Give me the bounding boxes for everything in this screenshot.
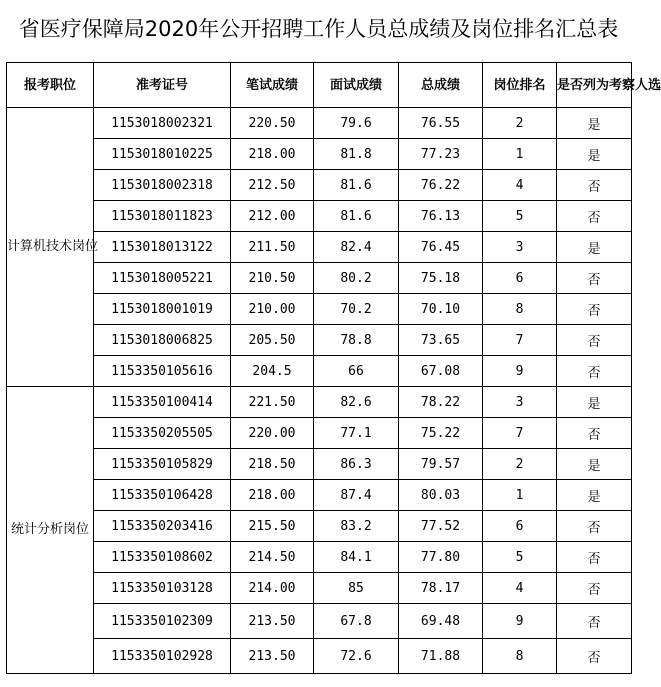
- written-score-cell: 214.50: [231, 542, 314, 573]
- header-total: 总成绩: [399, 63, 483, 108]
- rank-cell: 8: [483, 294, 557, 325]
- ticket-cell: 1153350105829: [94, 449, 231, 480]
- total-score-cell: 71.88: [399, 639, 483, 674]
- interview-score-cell: 81.8: [314, 139, 399, 170]
- written-score-cell: 213.50: [231, 604, 314, 639]
- rank-cell: 7: [483, 325, 557, 356]
- interview-score-cell: 83.2: [314, 511, 399, 542]
- table-row: [7, 356, 632, 387]
- rank-cell: 1: [483, 480, 557, 511]
- selected-cell: 否: [557, 418, 632, 449]
- ticket-cell: 1153018001019: [94, 294, 231, 325]
- interview-score-cell: 81.6: [314, 201, 399, 232]
- table-row: [7, 542, 632, 573]
- interview-score-cell: 82.6: [314, 387, 399, 418]
- ticket-cell: 1153350203416: [94, 511, 231, 542]
- written-score-cell: 218.00: [231, 139, 314, 170]
- table-row: [7, 325, 632, 356]
- selected-cell: 否: [557, 542, 632, 573]
- table-row: [7, 201, 632, 232]
- interview-score-cell: 66: [314, 356, 399, 387]
- total-score-cell: 80.03: [399, 480, 483, 511]
- written-score-cell: 215.50: [231, 511, 314, 542]
- interview-score-cell: 81.6: [314, 170, 399, 201]
- written-score-cell: 204.5: [231, 356, 314, 387]
- table-row: [7, 511, 632, 542]
- ticket-cell: 1153350106428: [94, 480, 231, 511]
- total-score-cell: 76.22: [399, 170, 483, 201]
- selected-cell: 否: [557, 511, 632, 542]
- selected-cell: 否: [557, 170, 632, 201]
- selected-cell: 否: [557, 201, 632, 232]
- ticket-cell: 1153018010225: [94, 139, 231, 170]
- ticket-cell: 1153018011823: [94, 201, 231, 232]
- position-cell: 统计分析岗位: [7, 387, 94, 674]
- document-title: 省医疗保障局2020年公开招聘工作人员总成绩及岗位排名汇总表: [18, 17, 619, 41]
- written-score-cell: 210.50: [231, 263, 314, 294]
- ticket-cell: 1153350102309: [94, 604, 231, 639]
- ticket-cell: 1153350103128: [94, 573, 231, 604]
- table-row: [7, 263, 632, 294]
- header-rank: 岗位排名: [483, 63, 557, 108]
- header-selected: 是否列为考察人选: [557, 63, 632, 108]
- rank-cell: 5: [483, 542, 557, 573]
- total-score-cell: 75.18: [399, 263, 483, 294]
- total-score-cell: 67.08: [399, 356, 483, 387]
- rank-cell: 1: [483, 139, 557, 170]
- total-score-cell: 78.17: [399, 573, 483, 604]
- table-row: [7, 170, 632, 201]
- ticket-cell: 1153018006825: [94, 325, 231, 356]
- selected-cell: 否: [557, 573, 632, 604]
- table-row: [7, 604, 632, 639]
- written-score-cell: 214.00: [231, 573, 314, 604]
- ticket-cell: 1153350100414: [94, 387, 231, 418]
- selected-cell: 是: [557, 449, 632, 480]
- written-score-cell: 218.50: [231, 449, 314, 480]
- written-score-cell: 212.00: [231, 201, 314, 232]
- rank-cell: 2: [483, 449, 557, 480]
- ticket-cell: 1153018002321: [94, 108, 231, 139]
- score-table: [6, 62, 661, 674]
- total-score-cell: 76.13: [399, 201, 483, 232]
- header-position: 报考职位: [7, 63, 94, 108]
- total-score-cell: 78.22: [399, 387, 483, 418]
- total-score-cell: 77.23: [399, 139, 483, 170]
- rank-cell: 6: [483, 511, 557, 542]
- total-score-cell: 69.48: [399, 604, 483, 639]
- selected-cell: 是: [557, 108, 632, 139]
- written-score-cell: 210.00: [231, 294, 314, 325]
- selected-cell: 是: [557, 232, 632, 263]
- ticket-cell: 1153350105616: [94, 356, 231, 387]
- total-score-cell: 76.55: [399, 108, 483, 139]
- total-score-cell: 77.80: [399, 542, 483, 573]
- interview-score-cell: 72.6: [314, 639, 399, 674]
- rank-cell: 4: [483, 573, 557, 604]
- interview-score-cell: 70.2: [314, 294, 399, 325]
- interview-score-cell: 77.1: [314, 418, 399, 449]
- table-row: [7, 387, 632, 418]
- selected-cell: 否: [557, 604, 632, 639]
- ticket-cell: 1153350205505: [94, 418, 231, 449]
- table-row: [7, 232, 632, 263]
- table-row: [7, 418, 632, 449]
- total-score-cell: 70.10: [399, 294, 483, 325]
- rank-cell: 8: [483, 639, 557, 674]
- table-row: [7, 449, 632, 480]
- rank-cell: 3: [483, 232, 557, 263]
- total-score-cell: 79.57: [399, 449, 483, 480]
- total-score-cell: 73.65: [399, 325, 483, 356]
- interview-score-cell: 87.4: [314, 480, 399, 511]
- interview-score-cell: 86.3: [314, 449, 399, 480]
- selected-cell: 否: [557, 325, 632, 356]
- selected-cell: 否: [557, 639, 632, 674]
- rank-cell: 5: [483, 201, 557, 232]
- table-row: [7, 108, 632, 139]
- rank-cell: 3: [483, 387, 557, 418]
- selected-cell: 是: [557, 387, 632, 418]
- rank-cell: 9: [483, 356, 557, 387]
- interview-score-cell: 67.8: [314, 604, 399, 639]
- table-row: [7, 139, 632, 170]
- interview-score-cell: 79.6: [314, 108, 399, 139]
- ticket-cell: 1153018002318: [94, 170, 231, 201]
- interview-score-cell: 80.2: [314, 263, 399, 294]
- header-interview: 面试成绩: [314, 63, 399, 108]
- header-row: [7, 63, 632, 108]
- header-ticket: 准考证号: [94, 63, 231, 108]
- selected-cell: 是: [557, 139, 632, 170]
- table-row: [7, 573, 632, 604]
- written-score-cell: 220.00: [231, 418, 314, 449]
- table-row: [7, 294, 632, 325]
- interview-score-cell: 82.4: [314, 232, 399, 263]
- total-score-cell: 76.45: [399, 232, 483, 263]
- rank-cell: 2: [483, 108, 557, 139]
- interview-score-cell: 84.1: [314, 542, 399, 573]
- ticket-cell: 1153350108602: [94, 542, 231, 573]
- table-body: [7, 108, 632, 674]
- selected-cell: 否: [557, 356, 632, 387]
- header-written: 笔试成绩: [231, 63, 314, 108]
- rank-cell: 7: [483, 418, 557, 449]
- selected-cell: 是: [557, 480, 632, 511]
- table-row: [7, 480, 632, 511]
- total-score-cell: 77.52: [399, 511, 483, 542]
- ticket-cell: 1153018013122: [94, 232, 231, 263]
- rank-cell: 4: [483, 170, 557, 201]
- interview-score-cell: 85: [314, 573, 399, 604]
- written-score-cell: 218.00: [231, 480, 314, 511]
- interview-score-cell: 78.8: [314, 325, 399, 356]
- rank-cell: 9: [483, 604, 557, 639]
- table-row: [7, 639, 632, 674]
- written-score-cell: 220.50: [231, 108, 314, 139]
- ticket-cell: 1153350102928: [94, 639, 231, 674]
- written-score-cell: 221.50: [231, 387, 314, 418]
- written-score-cell: 205.50: [231, 325, 314, 356]
- selected-cell: 否: [557, 294, 632, 325]
- position-cell: 计算机技术岗位: [7, 108, 94, 387]
- selected-cell: 否: [557, 263, 632, 294]
- rank-cell: 6: [483, 263, 557, 294]
- ticket-cell: 1153018005221: [94, 263, 231, 294]
- written-score-cell: 211.50: [231, 232, 314, 263]
- written-score-cell: 213.50: [231, 639, 314, 674]
- written-score-cell: 212.50: [231, 170, 314, 201]
- total-score-cell: 75.22: [399, 418, 483, 449]
